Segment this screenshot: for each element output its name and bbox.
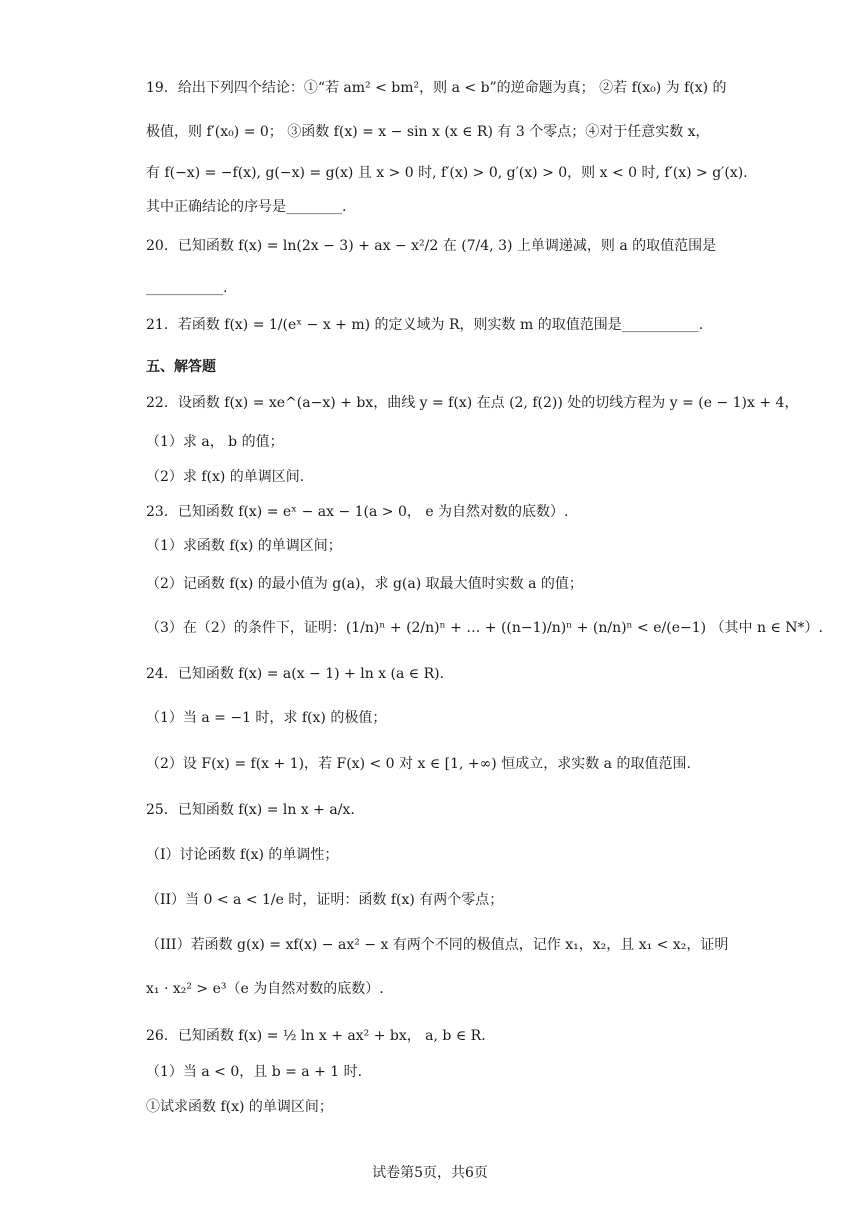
q26-part-1-i: ①试求函数 f(x) 的单调区间； <box>146 1099 333 1115</box>
q25-part-2: （II）当 0 < a < 1/e 时，证明：函数 f(x) 有两个零点； <box>146 892 504 908</box>
q23-part-2: （2）记函数 f(x) 的最小值为 g(a)，求 g(a) 取最大值时实数 a 的值； <box>146 576 583 592</box>
q23-stem: 23．已知函数 f(x) = eˣ − ax − 1(a > 0， e 为自然对数的底数）. <box>146 504 569 520</box>
q19-line-3: 有 f(−x) = −f(x), g(−x) = g(x) 且 x > 0 时, f′(x) > 0, g′(x) > 0，则 x < 0 时, f′(x) > g′(x). <box>146 165 748 181</box>
q20-line-2: ___________. <box>146 280 228 296</box>
q24-stem: 24．已知函数 f(x) = a(x − 1) + ln x (a ∈ R). <box>146 666 445 682</box>
q22-part-2: （2）求 f(x) 的单调区间. <box>146 469 305 485</box>
q22-part-1: （1）求 a， b 的值； <box>146 434 284 450</box>
q19-line-4: 其中正确结论的序号是________. <box>146 199 347 215</box>
q26-part-1: （1）当 a < 0，且 b = a + 1 时. <box>146 1064 363 1080</box>
q23-part-1: （1）求函数 f(x) 的单调区间； <box>146 538 342 554</box>
q25-part-3-line-2: x₁ · x₂² > e³（e 为自然对数的底数）. <box>146 981 384 997</box>
q24-part-2: （2）设 F(x) = f(x + 1)，若 F(x) < 0 对 x ∈ [1, +∞) 恒成立，求实数 a 的取值范围. <box>146 756 691 772</box>
q21-line: 21．若函数 f(x) = 1/(eˣ − x + m) 的定义域为 R，则实数 m 的取值范围是___________. <box>146 317 704 333</box>
q25-part-3-line-1: （III）若函数 g(x) = xf(x) − ax² − x 有两个不同的极值点，记作 x₁，x₂，且 x₁ < x₂，证明 <box>146 937 729 953</box>
section-heading: 五、解答题 <box>146 359 216 375</box>
q19-line-2: 极值，则 f′(x₀) = 0； ③函数 f(x) = x − sin x (x ∈ R) 有 3 个零点；④对于任意实数 x， <box>146 124 710 140</box>
q20-line-1: 20．已知函数 f(x) = ln(2x − 3) + ax − x²/2 在 (7/4, 3) 上单调递减，则 a 的取值范围是 <box>146 238 717 254</box>
q19-line-1: 19．给出下列四个结论：①“若 am² < bm²，则 a < b”的逆命题为真； ②若 f(x₀) 为 f(x) 的 <box>146 80 727 96</box>
q26-stem: 26．已知函数 f(x) = ½ ln x + ax² + bx， a, b ∈ R. <box>146 1028 486 1044</box>
q24-part-1: （1）当 a = −1 时，求 f(x) 的极值； <box>146 710 387 726</box>
q25-stem: 25．已知函数 f(x) = ln x + a/x. <box>146 802 355 818</box>
q23-part-3: （3）在（2）的条件下，证明：(1/n)ⁿ + (2/n)ⁿ + … + ((n−1)/n)ⁿ + (n/n)ⁿ < e/(e−1) （其中 n ∈ N*）. <box>146 620 823 636</box>
page-footer: 试卷第5页，共6页 <box>372 1165 488 1181</box>
q25-part-1: （I）讨论函数 f(x) 的单调性； <box>146 847 339 863</box>
q22-stem: 22．设函数 f(x) = xe^(a−x) + bx，曲线 y = f(x) 在点 (2, f(2)) 处的切线方程为 y = (e − 1)x + 4， <box>146 395 799 411</box>
